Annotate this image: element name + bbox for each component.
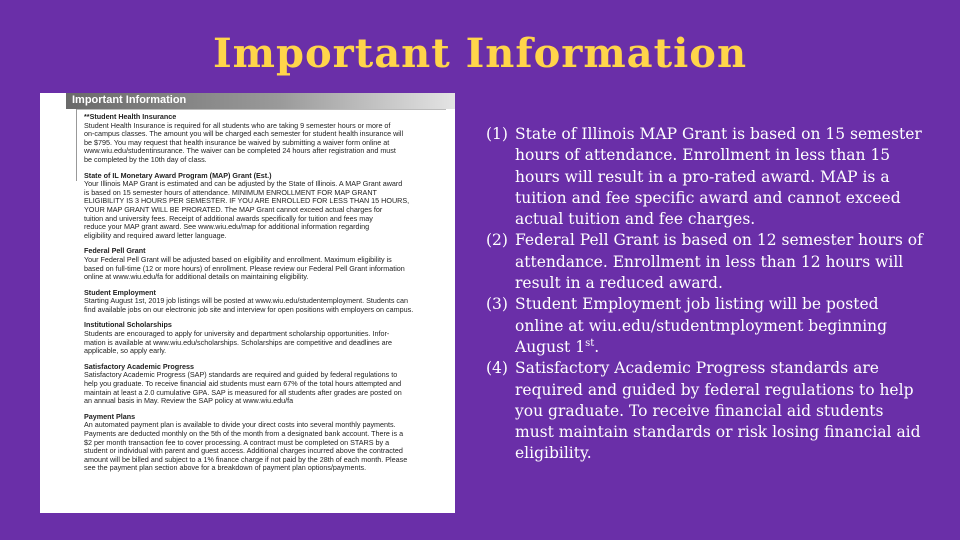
document-section-line: Your Federal Pell Grant will be adjusted based on eligibility and enrollment. Maximum eligibility is [84,255,392,264]
document-section [84,413,452,473]
document-section-line: Satisfactory Academic Progress (SAP) standards are required and guided by federal regulations to [84,371,398,380]
document-section-line: an annual basis in May. Review the SAP policy at www.wiu.edu/fa [84,397,294,406]
document-section-line: tuition and university fees. Receipt of additional awards specifically for tuition and fees may [84,214,373,223]
info-item-4 [486,358,926,464]
document-section-line: Payments are deducted monthly on the 5th of the month from a designated bank account. There is a [84,430,404,438]
document-section-heading: State of IL Monetary Award Program (MAP) Grant (Est.) [84,170,272,180]
info-item-text: Federal Pell Grant is based on 12 semester hours of attendance. Enrollment in less than 12 hours will result in a reduced award. [515,231,923,293]
info-item-text [515,294,926,358]
info-item-2 [486,230,926,294]
info-item-text: Satisfactory Academic Progress standards are required and guided by federal regulations to help you graduate. To receive financial aid students must maintain standards or risk losing financial aid eligibility. [515,359,921,463]
info-item-number: (3) [486,295,508,314]
document-section-line: based on full-time (12 or more hours) of enrollment. Please review our Federal Pell Grant information [84,264,405,273]
document-section-heading: Satisfactory Academic Progress [84,361,194,371]
info-item-number: (1) [486,125,508,143]
document-section-line: on-campus classes. The amount you will be charged each semester for student health insurance will [84,130,404,139]
document-header-title: Important Information [72,94,187,106]
info-list [486,124,926,465]
info-item-text-end: . [594,337,600,356]
info-item-text: State of Illinois MAP Grant is based on 15 semester hours of attendance. Enrollment in less than 15 hours will result in a pro-rated award. MAP is a tuition and fee specific award and cannot exceed actual tuition and fee charges. [515,125,922,229]
info-item-3 [486,294,926,358]
info-item-text-main: Student Employment job listing will be posted online at wiu.edu/studentmployment beginning August 1 [515,295,888,356]
document-section-line: online at www.wiu.edu/fa for additional details on maintaining eligibility. [84,273,309,282]
document-header [66,93,455,109]
info-item-number: (2) [486,231,508,250]
slide-title: Important Information [212,30,748,77]
document-section-line: student or individual with parent and guest access. Additional charges incurred above the contracted [84,447,403,456]
document-section-heading: **Student Health Insurance [84,112,177,121]
document-section [84,363,452,406]
document-section-line: maintain at least a 2.0 cumulative GPA. SAP is measured for all students after grades are posted on [84,388,402,397]
document-section-heading: Student Employment [84,287,156,297]
document-section-line: Students are encouraged to apply for university and department scholarship opportunities. Infor- [84,330,390,339]
document-section-line: amount will be billed and subject to a 1% finance charge if not paid by the 28th of each month. Please [84,455,408,464]
document-section-line: see the payment plan section above for a breakdown of payment plan options/payments. [84,464,367,473]
document-section-line: be completed by the 10th day of class. [84,155,207,164]
document-section-line: be $795. You may request that health insurance be waived by submitting a waiver form online at [84,138,390,147]
document-section-line: Student Health Insurance is required for all students who are taking 9 semester hours or more of [84,121,391,130]
document-section [84,172,452,241]
document-section-line: eligibility and required award letter language. [84,231,227,240]
document-section-line: Starting August 1st, 2019 job listings will be posted at www.wiu.edu/studentemployment. Students can [84,297,409,306]
document-section-line: An automated payment plan is available to divide your direct costs into several monthly payments. [84,421,396,430]
document-section-line: YOUR MAP GRANT WILL BE PRORATED. The MAP Grant cannot exceed actual charges for [84,205,383,214]
document-divider-vertical [76,109,77,181]
document-section [84,113,452,165]
document-section [84,321,452,355]
document-section [84,247,452,281]
document-section-heading: Payment Plans [84,411,136,421]
info-item-number: (4) [486,359,508,378]
document-section-line: reduce your MAP grant award. See www.wiu.edu/map for additional information regarding [84,223,370,232]
document-section-line: $2 per month transaction fee to cover processing. A contract must be completed on STARS by a [84,438,390,447]
info-item-1 [486,124,926,230]
document-section-line: www.wiu.edu/studentinsurance. The waiver can be completed 24 hours after registration and must [84,147,396,156]
document-section-line: mation is available at www.wiu.edu/scholarships. Scholarships are competitive and deadlines are [84,338,393,347]
document-section-line: help you graduate. To receive financial aid students must earn 67% of the total hours attempted and [84,380,402,389]
document-divider [76,109,446,110]
document-section-heading: Federal Pell Grant [84,246,146,256]
document-section-heading: Institutional Scholarships [84,320,172,330]
document-section-line: ELIGIBILITY IS 3 HOURS PER SEMESTER. IF YOU ARE ENROLLED FOR LESS THAN 15 HOURS, [84,197,410,206]
document-section-line: find available jobs on our electronic job site and interview for open positions with employers on campus. [84,305,414,314]
document-section [84,289,452,315]
document-section-line: Your Illinois MAP Grant is estimated and can be adjusted by the State of Illinois. A MAP Grant award [84,180,403,189]
document-image [40,93,455,513]
document-section-line: applicable, so apply early. [84,347,167,356]
ordinal-suffix: st [585,337,595,349]
document-body [84,113,452,480]
document-section-line: is based on 15 semester hours of attendance. MINIMUM ENROLLMENT FOR MAP GRANT [84,188,377,197]
